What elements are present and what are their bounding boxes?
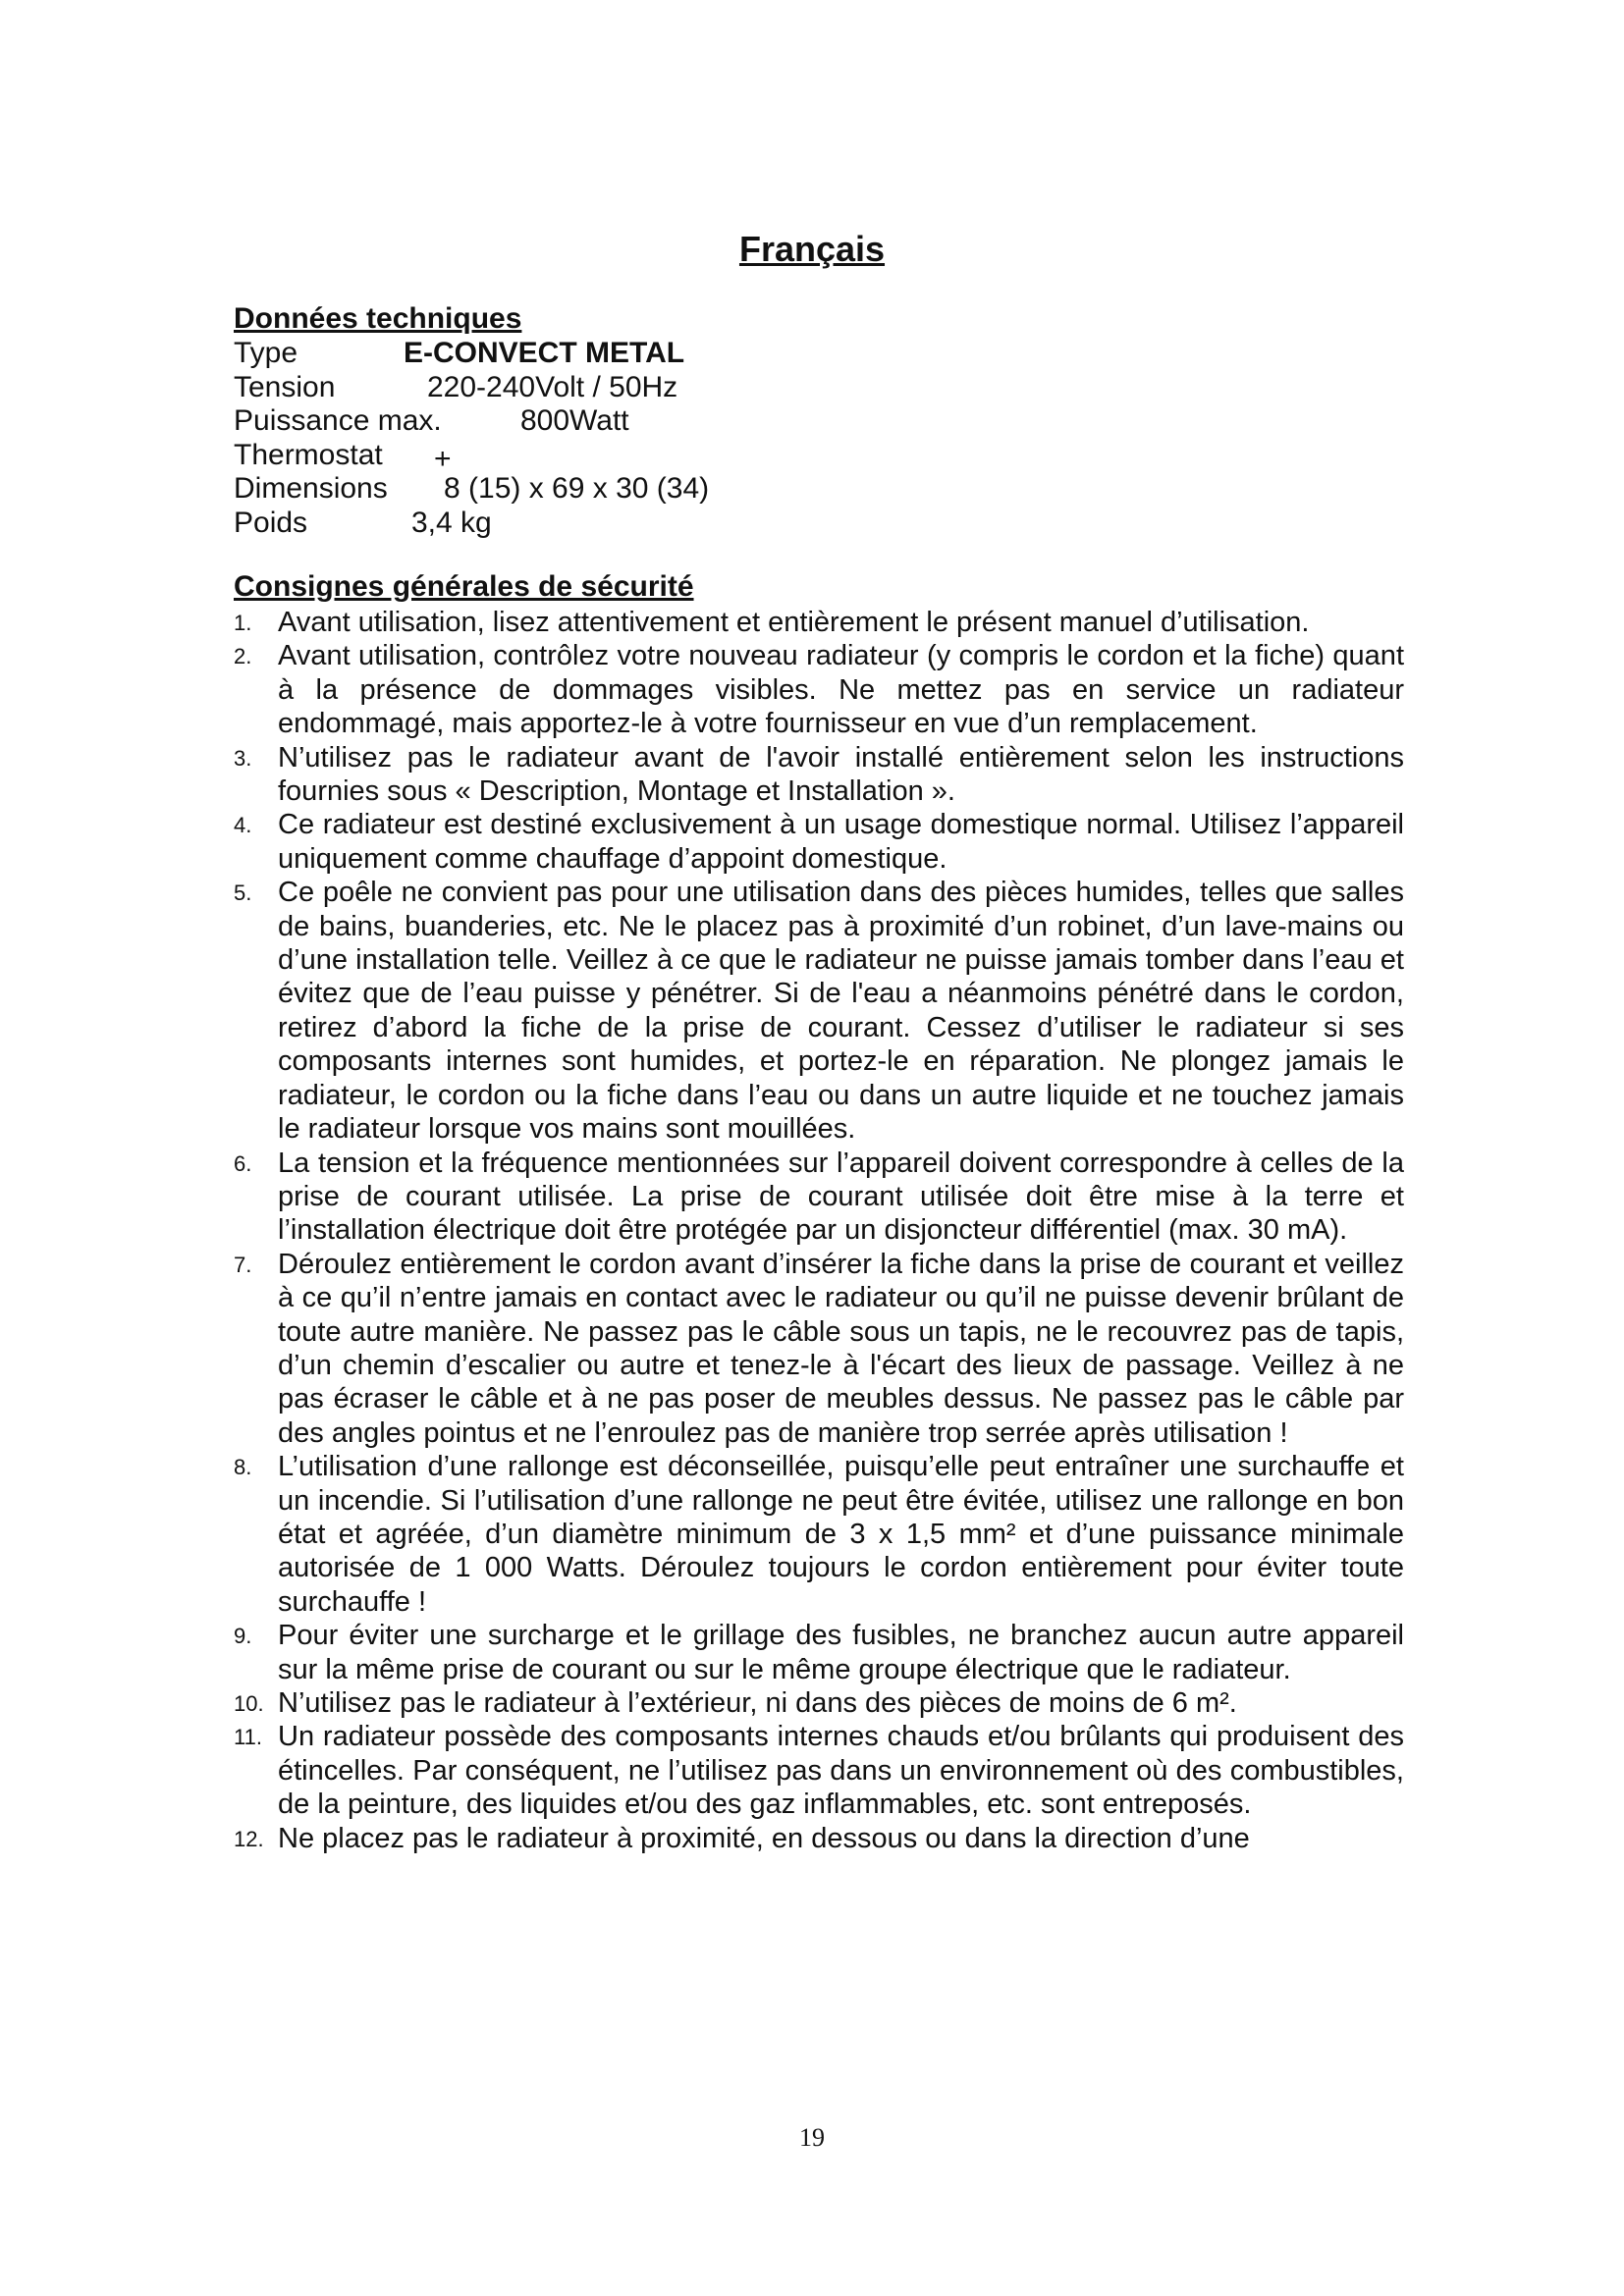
item-number: 2. (234, 644, 252, 669)
item-text: L’utilisation d’une rallonge est déconseillée, puisqu’elle peut entraîner une surchauffe et un incendie. Si l’utilisation d’une rallonge ne peut être évitée, utilisez une rallonge en bon état et agréée, d’un diamètre minimum de 3 x 1,5 mm² et d’une puissance minimale autorisée de 1 000 Watts. Déroulez toujours le cordon entièrement pour éviter toute surchauffe ! (278, 1451, 1404, 1618)
spec-value: 800Watt (520, 404, 629, 437)
item-number: 7. (234, 1252, 252, 1277)
list-item (234, 876, 1404, 1146)
list-item (234, 1686, 1404, 1720)
spec-value: 8 (15) x 69 x 30 (34) (444, 472, 710, 505)
item-text: Ne placez pas le radiateur à proximité, en dessous ou dans la direction d’une (278, 1822, 1250, 1854)
spec-label: Dimensions (234, 472, 388, 505)
technical-data-heading: Données techniques (234, 302, 522, 335)
item-number: 5. (234, 881, 252, 906)
spec-label: Thermostat (234, 438, 383, 471)
list-item (234, 1720, 1404, 1821)
item-number: 1. (234, 611, 252, 635)
list-item (234, 639, 1404, 740)
item-number: 3. (234, 745, 252, 771)
item-text: Un radiateur possède des composants internes chauds et/ou brûlants qui produisent des étincelles. Par conséquent, ne l’utilisez pas dans un environnement où des combustibles, de la peinture, des liquides et/ou des gaz inflammables, etc. sont entreposés. (278, 1721, 1404, 1821)
spec-value: E-CONVECT METAL (404, 337, 685, 369)
list-item (234, 741, 1404, 809)
list-item (234, 606, 1404, 639)
spec-label: Tension (234, 370, 336, 403)
spec-value: + (434, 442, 452, 475)
list-item (234, 808, 1404, 876)
spec-label: Type (234, 337, 298, 369)
list-item (234, 1619, 1404, 1686)
list-item (234, 1822, 1404, 1855)
item-text: Déroulez entièrement le cordon avant d’insérer la fiche dans la prise de courant et veillez à ce qu’il n’entre jamais en contact avec le radiateur ou qu’il ne puisse devenir brûlant de toute autre manière. Ne passez pas le câble sous un tapis, ne le recouvrez pas de tapis, d’un chemin d’escalier ou autre et tenez-le à l'écart des lieux de passage. Veillez à ne pas écraser le câble et à ne pas poser de meubles dessus. Ne passez pas le câble par des angles pointus et ne l’enroulez pas de manière trop serrée après utilisation ! (278, 1248, 1404, 1449)
page-number: 19 (799, 2123, 825, 2152)
spec-label: Poids (234, 506, 308, 539)
list-item (234, 1248, 1404, 1450)
item-text: La tension et la fréquence mentionnées sur l’appareil doivent correspondre à celles de la prise de courant utilisée. La prise de courant utilisée doit être mise à la terre et l’installation électrique doit être protégée par un disjoncteur différentiel (max. 30 mA). (278, 1147, 1404, 1247)
spec-label: Puissance max. (234, 404, 442, 437)
safety-instructions-heading: Consignes générales de sécurité (234, 570, 694, 603)
list-item (234, 1450, 1404, 1619)
spec-value: 3,4 kg (411, 506, 492, 539)
spec-value: 220-240Volt / 50Hz (427, 370, 678, 403)
item-text: Ce radiateur est destiné exclusivement à un usage domestique normal. Utilisez l’appareil uniquement comme chauffage d’appoint domestique. (278, 809, 1404, 875)
item-number: 6. (234, 1150, 252, 1176)
page-title: Français (738, 229, 886, 269)
item-number: 9. (234, 1624, 252, 1649)
item-text: Ce poêle ne convient pas pour une utilisation dans des pièces humides, telles que salles de bains, buanderies, etc. Ne le placez pas à proximité d’un robinet, d’un lave-mains ou d’une installation telle. Veillez à ce que le radiateur ne puisse jamais tomber dans l’eau et évitez que de l’eau puisse y pénétrer. Si de l'eau a néanmoins pénétré dans le cordon, retirez d’abord la fiche de la prise de courant. Cessez d’utiliser le radiateur si ses composants internes sont humides, et portez-le en réparation. Ne plongez jamais le radiateur, le cordon ou la fiche dans l’eau ou dans un autre liquide et ne touchez jamais le radiateur lorsque vos mains sont mouillées. (278, 877, 1404, 1146)
item-number: 8. (234, 1455, 252, 1480)
safety-instructions-list (234, 606, 1404, 1855)
item-text: N’utilisez pas le radiateur avant de l'avoir installé entièrement selon les instructions fournies sous « Description, Montage et Installation ». (278, 741, 1404, 808)
item-number: 11. (234, 1725, 262, 1750)
list-item (234, 1147, 1404, 1248)
item-number: 10. (234, 1691, 264, 1716)
item-text: N’utilisez pas le radiateur à l’extérieur, ni dans des pièces de moins de 6 m². (278, 1687, 1237, 1719)
item-text: Avant utilisation, lisez attentivement et entièrement le présent manuel d’utilisation. (278, 607, 1310, 638)
item-number: 4. (234, 813, 252, 838)
item-number: 12. (234, 1826, 264, 1851)
item-text: Pour éviter une surcharge et le grillage des fusibles, ne branchez aucun autre appareil sur la même prise de courant ou sur le même groupe électrique que le radiateur. (278, 1620, 1404, 1685)
item-text: Avant utilisation, contrôlez votre nouveau radiateur (y compris le cordon et la fiche) quant à la présence de dommages visibles. Ne mettez pas en service un radiateur endommagé, mais apportez-le à votre fournisseur en vue d’un remplacement. (278, 640, 1404, 740)
